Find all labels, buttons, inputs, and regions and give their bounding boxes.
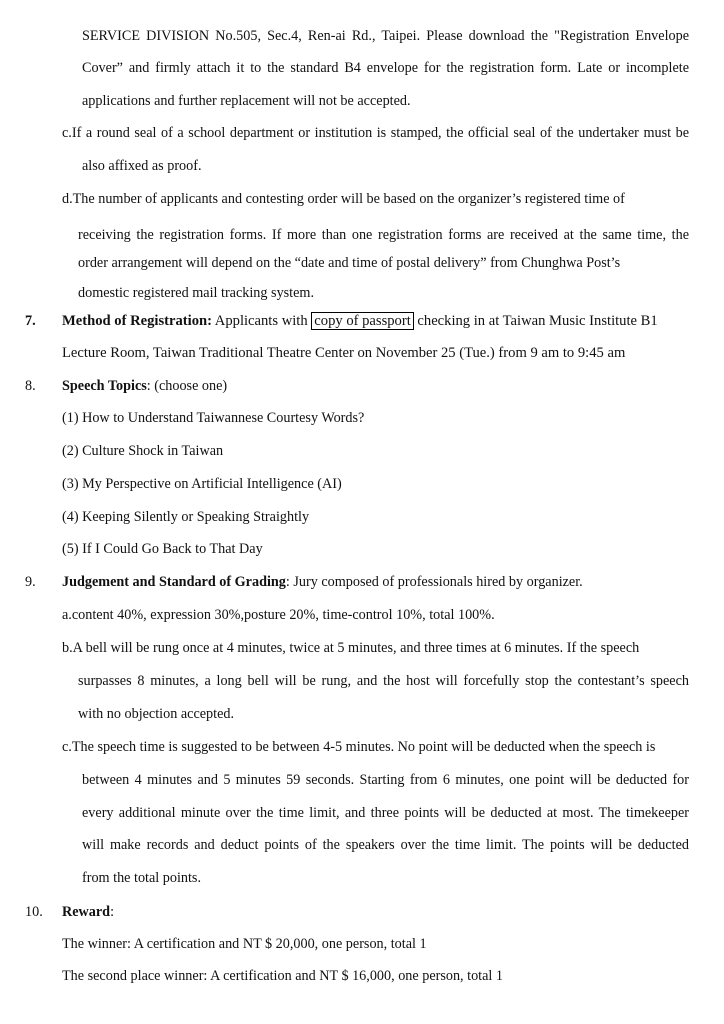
grading-item-b-line-2: surpasses 8 minutes, a long bell will be rung, and the host will forcefully stop the contestant’s speech	[78, 673, 689, 689]
section-10-suffix: :	[110, 904, 115, 920]
section-8-suffix: : (choose one)	[146, 378, 228, 394]
section-7-heading: Method of Registration:	[62, 313, 212, 329]
item-d-line-4: domestic registered mail tracking system.	[78, 285, 314, 301]
section-9-number: 9.	[25, 574, 36, 590]
grading-item-a: a.content 40%, expression 30%,posture 20%, time-control 10%, total 100%.	[62, 607, 495, 623]
item-c-line-1: c.If a round seal of a school department or institution is stamped, the official seal of the undertaker must be	[62, 125, 689, 141]
item-d-line-3: order arrangement will depend on the “date and time of postal delivery” from Chunghwa Post’s	[78, 255, 621, 271]
grading-item-c-line-3: every additional minute over the time limit, and three points will be deducted at most. The timekeeper	[82, 805, 689, 821]
grading-item-c-line-1: c.The speech time is suggested to be between 4-5 minutes. No point will be deducted when the speech is	[62, 739, 656, 755]
item-d-line-1: d.The number of applicants and contesting order will be based on the organizer’s registered time of	[62, 191, 625, 207]
section-9-title	[62, 573, 583, 591]
intro-line-3: applications and further replacement will not be accepted.	[82, 93, 411, 109]
reward-line-1: The winner: A certification and NT $ 20,000, one person, total 1	[62, 936, 427, 952]
section-10-heading: Reward	[62, 904, 111, 920]
section-8-heading: Speech Topics	[62, 378, 147, 394]
section-7-number: 7.	[25, 313, 36, 329]
topic-4: (4) Keeping Silently or Speaking Straightly	[62, 509, 310, 525]
intro-line-2: Cover” and firmly attach it to the standard B4 envelope for the registration form. Late or incomplete	[82, 60, 689, 76]
topic-3: (3) My Perspective on Artificial Intelligence (AI)	[62, 476, 342, 492]
section-7-text-after: checking in at Taiwan Music Institute B1	[413, 313, 658, 329]
topic-5: (5) If I Could Go Back to That Day	[62, 541, 263, 557]
section-9-heading: Judgement and Standard of Grading	[62, 574, 286, 590]
section-9-suffix: : Jury composed of professionals hired by organizer.	[285, 574, 583, 590]
section-10-number: 10.	[25, 904, 43, 920]
section-7-line-2: Lecture Room, Taiwan Traditional Theatre Center on November 25 (Tue.) from 9 am to 9:45 am	[62, 345, 626, 361]
grading-item-c-line-4: will make records and deduct points of the speakers over the time limit. The points will be deducted	[82, 837, 689, 853]
section-8-title	[62, 377, 227, 395]
item-c-line-2: also affixed as proof.	[82, 158, 202, 174]
passport-boxed-text: copy of passport	[311, 312, 413, 330]
item-d-line-2: receiving the registration forms. If more than one registration forms are received at the same time, the	[78, 227, 689, 243]
section-10-title	[62, 903, 114, 921]
section-7-text-before: Applicants with	[211, 313, 312, 329]
reward-line-2: The second place winner: A certification and NT $ 16,000, one person, total 1	[62, 968, 504, 984]
grading-item-c-line-2: between 4 minutes and 5 minutes 59 seconds. Starting from 6 minutes, one point will be deducted for	[82, 772, 689, 788]
section-7-line-1	[62, 312, 658, 330]
grading-item-b-line-3: with no objection accepted.	[78, 706, 235, 722]
grading-item-c-line-5: from the total points.	[82, 870, 202, 886]
intro-line-1: SERVICE DIVISION No.505, Sec.4, Ren-ai Rd., Taipei. Please download the "Registration Envelope	[82, 28, 689, 44]
topic-1: (1) How to Understand Taiwannese Courtesy Words?	[62, 410, 365, 426]
grading-item-b-line-1: b.A bell will be rung once at 4 minutes, twice at 5 minutes, and three times at 6 minutes. If the speech	[62, 640, 640, 656]
topic-2: (2) Culture Shock in Taiwan	[62, 443, 224, 459]
section-8-number: 8.	[25, 378, 36, 394]
